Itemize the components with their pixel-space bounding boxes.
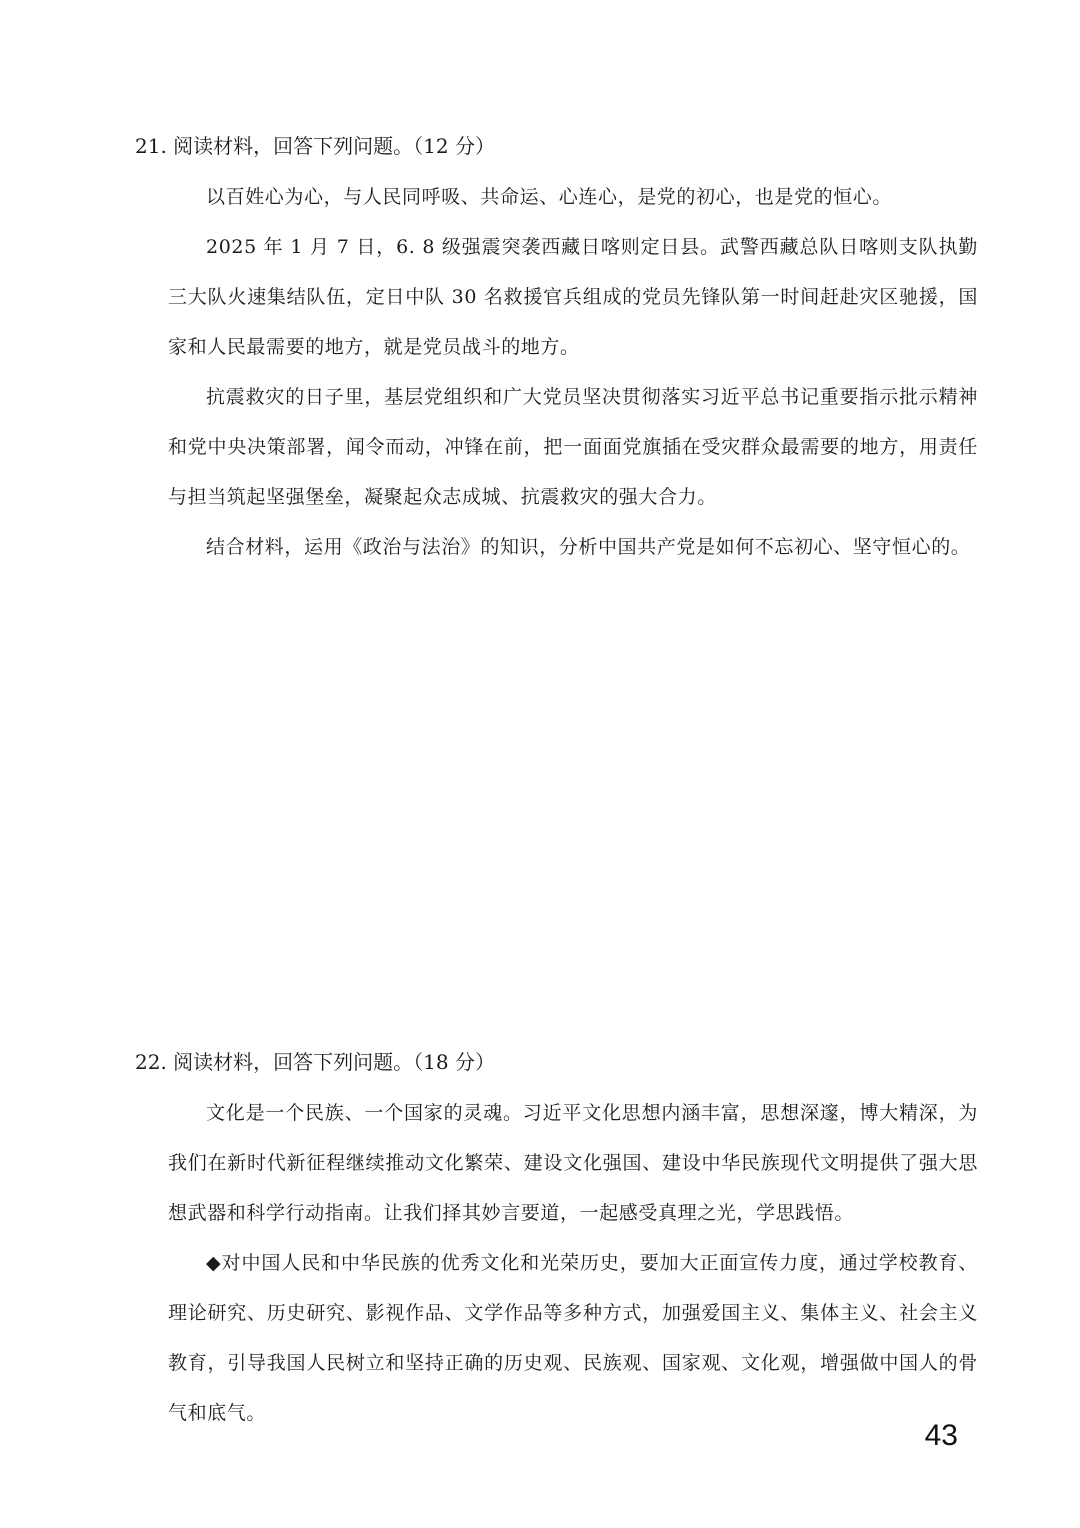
question-21-prompt: 结合材料，运用《政治与法治》的知识，分析中国共产党是如何不忘初心、坚守恒心的。 — [206, 536, 971, 558]
question-22-paragraph-1: 文化是一个民族、一个国家的灵魂。习近平文化思想内涵丰富，思想深邃，博大精深，为我们在新时代新征程继续推动文化繁荣、建设文化强国、建设中华民族现代文明提供了强大思想武器和科学行动指南。让我们择其妙言要道，一起感受真理之光，学思践悟。 — [168, 1102, 978, 1224]
question-21-paragraph-3: 抗震救灾的日子里，基层党组织和广大党员坚决贯彻落实习近平总书记重要指示批示精神和党中央决策部署，闻令而动，冲锋在前，把一面面党旗插在受灾群众最需要的地方，用责任与担当筑起坚强堡垒，凝聚起众志成城、抗震救灾的强大合力。 — [168, 386, 978, 508]
question-21-paragraph-1: 以百姓心为心，与人民同呼吸、共命运、心连心，是党的初心，也是党的恒心。 — [206, 186, 893, 208]
question-21-header: 21. 阅读材料，回答下列问题。（12 分） — [135, 134, 495, 158]
question-21-paragraph-2: 2025 年 1 月 7 日，6. 8 级强震突袭西藏日喀则定日县。武警西藏总队日喀则支队执勤三大队火速集结队伍，定日中队 30 名救援官兵组成的党员先锋队第一时间赶赴灾区驰援，国家和人民最需要的地方，就是党员战斗的地方。 — [168, 236, 978, 358]
question-22-paragraph-2: ◆对中国人民和中华民族的优秀文化和光荣历史，要加大正面宣传力度，通过学校教育、理论研究、历史研究、影视作品、文学作品等多种方式，加强爱国主义、集体主义、社会主义教育，引导我国人民树立和坚持正确的历史观、民族观、国家观、文化观，增强做中国人的骨气和底气。 — [168, 1252, 978, 1424]
question-22-header: 22. 阅读材料，回答下列问题。（18 分） — [135, 1050, 495, 1074]
page-number: 43 — [924, 1419, 958, 1452]
